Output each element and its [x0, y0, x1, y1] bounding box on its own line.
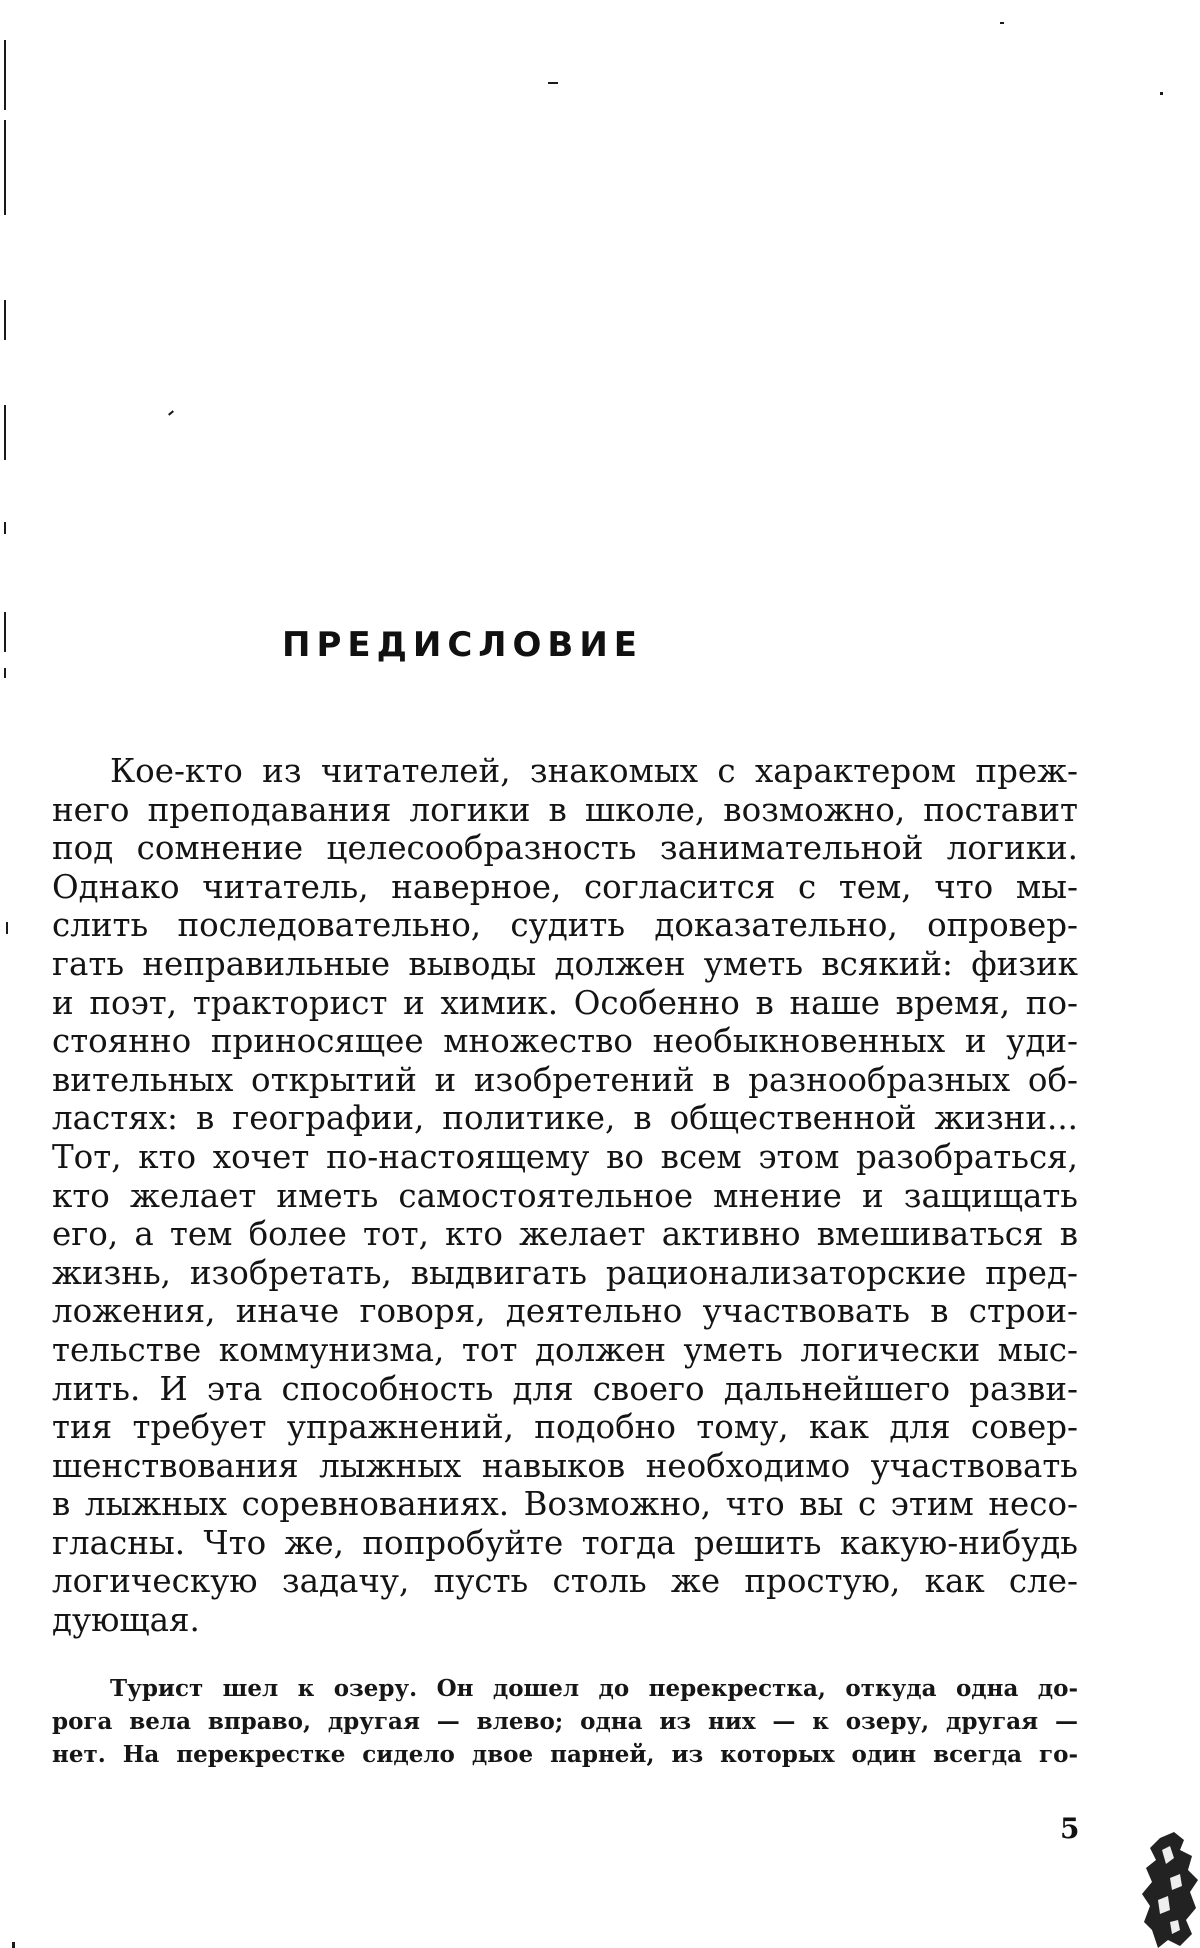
page-title: ПРЕДИСЛОВИЕ — [282, 625, 644, 665]
scan-smudge — [1140, 1830, 1200, 1948]
text-line: рога вела вправо, другая — влево; одна из них — к озеру, другая — — [52, 1708, 1078, 1735]
scan-mark — [1160, 92, 1163, 95]
scan-mark — [1000, 22, 1004, 24]
text-line: Турист шел к озеру. Он дошел до перекрестка, откуда одна до- — [110, 1675, 1078, 1702]
scan-mark — [4, 522, 6, 534]
scan-mark — [12, 1942, 15, 1948]
scan-mark — [4, 120, 6, 215]
scan-mark — [168, 410, 174, 415]
scan-mark — [6, 922, 8, 934]
text-line: дующая. — [52, 1601, 200, 1640]
text-line: нет. На перекрестке сидело двое парней, из которых один всегда го- — [52, 1741, 1078, 1768]
text-line: него преподавания логики в школе, возможно, поставит — [52, 790, 1078, 829]
text-line: ластях: в географии, политике, в общественной жизни... — [52, 1099, 1078, 1138]
text-line: Однако читатель, наверное, согласится с тем, что мы- — [52, 867, 1078, 906]
text-line: под сомнение целесообразность занимательной логики. — [52, 829, 1078, 868]
text-line: его, а тем более тот, кто желает активно вмешиваться в — [52, 1215, 1078, 1254]
text-line: логическую задачу, пусть столь же простую, как сле- — [52, 1562, 1078, 1601]
text-line: жизнь, изобретать, выдвигать рационализаторские пред- — [52, 1253, 1078, 1292]
text-line: Кое-кто из читателей, знакомых с характером преж- — [110, 752, 1078, 790]
text-line: гласны. Что же, попробуйте тогда решить какую-нибудь — [52, 1523, 1078, 1562]
text-line: тельстве коммунизма, тот должен уметь логически мыс- — [52, 1330, 1078, 1369]
page-number: 5 — [1060, 1812, 1080, 1845]
scan-mark — [4, 612, 6, 652]
text-line: в лыжных соревнованиях. Возможно, что вы с этим несо- — [52, 1485, 1078, 1524]
text-line: кто желает иметь самостоятельное мнение и защищать — [52, 1176, 1078, 1215]
task-paragraph — [52, 1672, 1078, 1771]
scan-mark — [4, 300, 6, 340]
text-line: слить последовательно, судить доказательно, опровер- — [52, 906, 1078, 945]
text-line: лить. И эта способность для своего дальнейшего разви- — [52, 1369, 1078, 1408]
scan-mark — [548, 82, 558, 84]
text-line: вительных открытий и изобретений в разнообразных об- — [52, 1060, 1078, 1099]
scan-mark — [4, 405, 6, 460]
text-line: стоянно приносящее множество необыкновенных и уди- — [52, 1022, 1078, 1061]
scan-mark — [4, 40, 6, 110]
text-line: Тот, кто хочет по-настоящему во всем этом разобраться, — [52, 1137, 1078, 1176]
text-line: и поэт, тракторист и химик. Особенно в наше время, по- — [52, 983, 1078, 1022]
text-line: тия требует упражнений, подобно тому, как для совер- — [52, 1408, 1078, 1447]
text-line: шенствования лыжных навыков необходимо участвовать — [52, 1446, 1078, 1485]
text-line: гать неправильные выводы должен уметь всякий: физик — [52, 944, 1078, 983]
scan-mark — [4, 668, 6, 678]
text-line: ложения, иначе говоря, деятельно участвовать в строи- — [52, 1292, 1078, 1331]
preface-paragraph — [52, 752, 1078, 1640]
